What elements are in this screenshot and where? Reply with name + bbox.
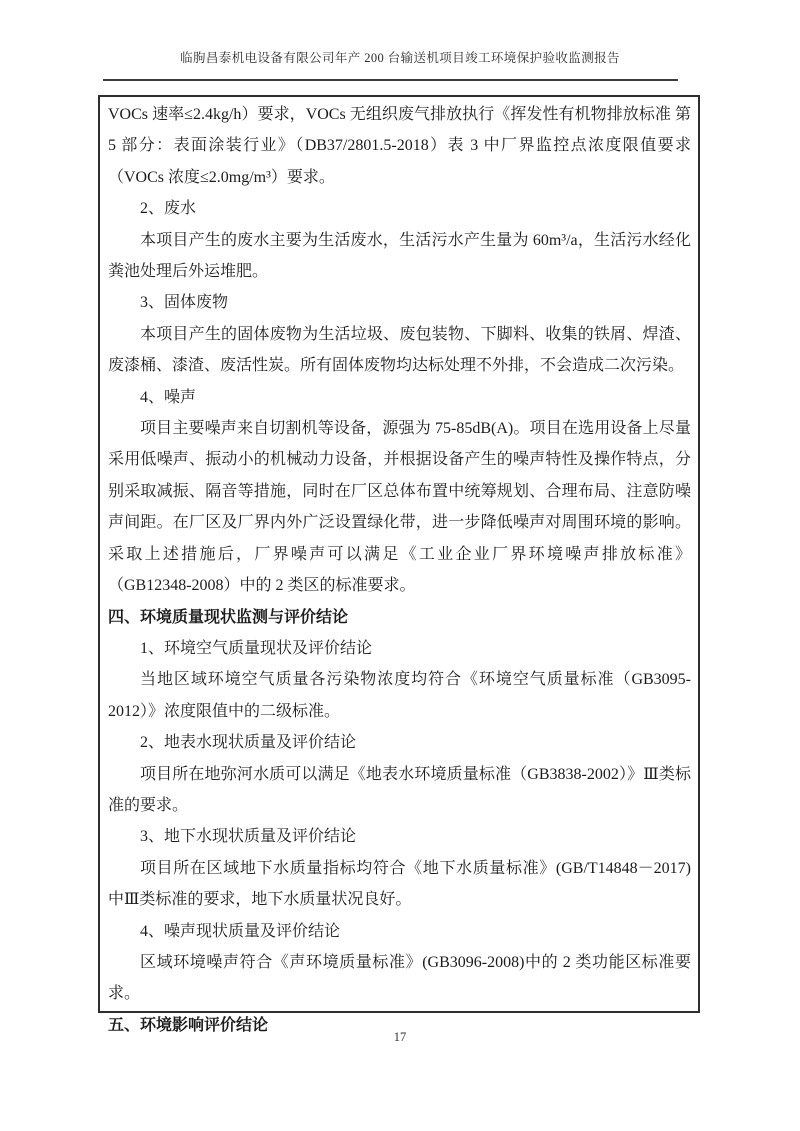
- paragraph: 当地区域环境空气质量各污染物浓度均符合《环境空气质量标准（GB3095-2012）》浓度限值中的二级标准。: [108, 671, 691, 720]
- paragraph: 区域环境噪声符合《声环境质量标准》(GB3096-2008)中的 2 类功能区标准要求。: [108, 953, 691, 1003]
- page-header-title: 临朐昌泰机电设备有限公司年产 200 台输送机项目竣工环境保护验收监测报告: [180, 51, 620, 65]
- paragraph: 2、地表水现状质量及评价结论: [140, 734, 357, 752]
- paragraph: 项目主要噪声来自切割机等设备，源强为 75-85dB(A)。项目在选用设备上尽量采用低噪声、振动小的机械动力设备，并根据设备产生的噪声特性及操作特点，分别采取减振、隔音等措施，同时在厂区总体布置中统筹规划、合理布局、注意防噪声间距。在厂区及厂界内外广泛设置绿化带，进一步降低噪声对周围环境的影响。采取上述措施后，厂界噪声可以满足《工业企业厂界环境噪声排放标准》（GB12348-2008）中的 2 类区的标准要求。: [108, 420, 691, 595]
- header-rule: [103, 79, 678, 81]
- paragraph: 项目所在地弥河水质可以满足《地表水环境质量标准（GB3838-2002）》Ⅲ类标准的要求。: [108, 765, 691, 814]
- paragraph: 2、废水: [140, 200, 197, 218]
- page-number: 17: [393, 1030, 407, 1044]
- paragraph: 四、环境质量现状监测与评价结论: [108, 608, 349, 626]
- paragraph: 本项目产生的固体废物为生活垃圾、废包装物、下脚料、收集的铁屑、焊渣、废漆桶、漆渣、废活性炭。所有固体废物均达标处理不外排，不会造成二次污染。: [108, 325, 691, 375]
- paragraph: 1、环境空气质量现状及评价结论: [140, 639, 373, 657]
- paragraph: 五、环境影响评价结论: [108, 1016, 269, 1034]
- paragraph: 项目所在区域地下水质量指标均符合《地下水质量标准》(GB/T14848－2017)中Ⅲ类标准的要求，地下水质量状况良好。: [108, 859, 691, 909]
- paragraph: 4、噪声现状质量及评价结论: [140, 922, 341, 940]
- paragraph: 3、固体废物: [140, 294, 229, 312]
- paragraph: 4、噪声: [140, 388, 197, 406]
- paragraph: VOCs 速率≤2.4kg/h）要求，VOCs 无组织废气排放执行《挥发性有机物排放标准 第 5 部分：表面涂装行业》（DB37/2801.5-2018）表 3 中厂界监控点浓度限值要求（VOCs 浓度≤2.0mg/m³）要求。: [108, 106, 691, 186]
- paragraph: 本项目产生的废水主要为生活废水，生活污水产生量为 60m³/a，生活污水经化粪池处理后外运堆肥。: [108, 231, 691, 281]
- paragraph-list: [108, 99, 691, 1041]
- paragraph: 3、地下水现状质量及评价结论: [140, 828, 357, 846]
- content-box: [98, 95, 700, 1034]
